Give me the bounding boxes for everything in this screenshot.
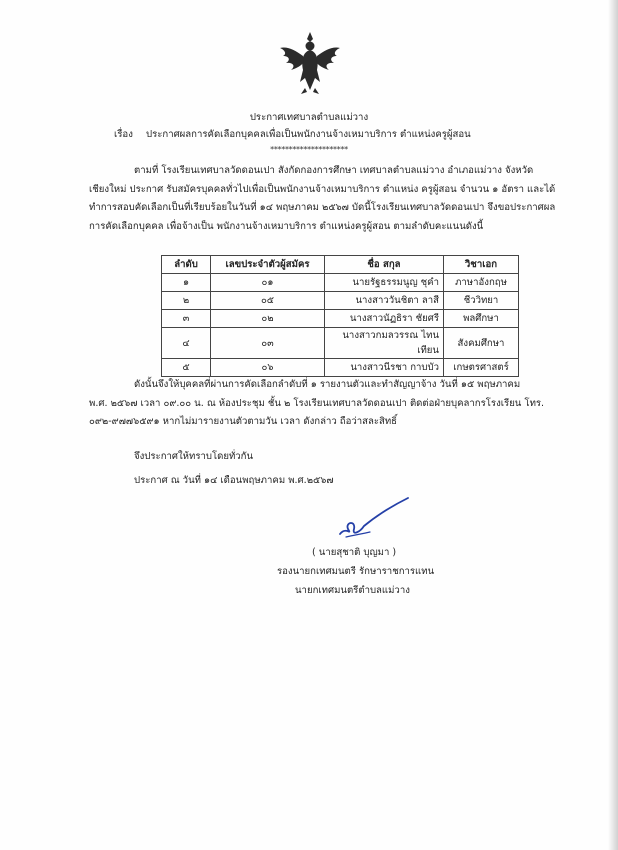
major-cell: พลศึกษา: [444, 310, 519, 328]
header-name: ชื่อ สกุล: [325, 256, 444, 274]
intro-line: การคัดเลือกบุคคล เพื่อจ้างเป็น พนักงานจ้างเหมาบริการ ตำแหน่งครูผู้สอน ตามลำดับคะแนนดังนี้: [89, 220, 484, 232]
separator-line: *********************: [270, 145, 348, 154]
signatory-position-2: นายกเทศมนตรีตำบลแม่วาง: [295, 585, 410, 596]
table-row: [162, 359, 519, 377]
name-cell: นายรัฐธรรมนูญ ชุคำ: [325, 274, 444, 292]
intro-line: ทำการสอบคัดเลือกเป็นที่เรียบร้อยในวันที่ ๑๔ พฤษภาคม ๒๕๖๗ บัดนี้โรงเรียนเทศบาลวัดดอนเปา จึงขอประกาศผล: [89, 202, 556, 213]
order-cell: ๓: [162, 310, 211, 328]
signatory-name: ( นายสุชาติ บุญมา ): [312, 547, 397, 558]
name-cell: นางสาวกมลวรรณ ไทนเทียน: [325, 328, 444, 359]
table-row: [162, 310, 519, 328]
order-cell: ๒: [162, 292, 211, 310]
document-title: ประกาศเทศบาลตำบลแม่วาง: [249, 112, 369, 123]
name-cell: นางสาวนัฏธิรา ชัยศรี: [325, 310, 444, 328]
order-cell: ๑: [162, 274, 211, 292]
header-applicant-number: เลขประจำตัวผู้สมัคร: [211, 256, 325, 274]
results-table: [161, 255, 519, 377]
major-cell: ชีววิทยา: [444, 292, 519, 310]
header-major: วิชาเอก: [444, 256, 519, 274]
order-cell: ๕: [162, 359, 211, 377]
subject-text: ประกาศผลการคัดเลือกบุคคลเพื่อเป็นพนักงานจ้างเหมาบริการ ตำแหน่งครูผู้สอน: [146, 129, 471, 140]
order-cell: ๔: [162, 328, 211, 359]
name-cell: นางสาวนีรชา กาบบัว: [325, 359, 444, 377]
intro-line: เชียงใหม่ ประกาศ รับสมัครบุคคลทั่วไปเพื่อเป็นพนักงานจ้างเหมาบริการ ตำแหน่ง ครูผู้สอน จำนวน ๑ อัตรา และได้: [89, 183, 556, 195]
applicant-number-cell: ๐๖: [211, 359, 325, 377]
table-row: [162, 292, 519, 310]
header-order: ลำดับ: [162, 256, 211, 274]
signatory-position: รองนายกเทศมนตรี รักษาราชการแทน: [277, 566, 435, 577]
name-cell: นางสาววันชิตา ลาสี: [325, 292, 444, 310]
signature-icon: [336, 496, 410, 542]
major-cell: สังคมศึกษา: [444, 328, 519, 359]
notice-paragraph: [89, 376, 557, 432]
intro-paragraph: [89, 162, 557, 236]
date-line: ประกาศ ณ วันที่ ๑๔ เดือนพฤษภาคม พ.ศ.๒๕๖๗: [134, 475, 334, 486]
announce-line: จึงประกาศให้ทราบโดยทั่วกัน: [134, 451, 254, 462]
table-row: [162, 328, 519, 359]
intro-line: ตามที่ โรงเรียนเทศบาลวัดดอนเปา สังกัดกองการศึกษา เทศบาลตำบลแม่วาง อำเภอแม่วาง จังหวัด: [134, 165, 534, 176]
subject-label: เรื่อง: [114, 129, 133, 140]
notice-line: พ.ศ. ๒๕๖๗ เวลา ๐๙.๐๐ น. ณ ห้องประชุม ชั้น ๒ โรงเรียนเทศบาลวัดดอนเปา ติดต่อฝ่ายบุคลากรโรงเรียน โทร.: [89, 397, 545, 409]
table-header-row: [162, 256, 519, 274]
notice-line: ๐๙๒-๙๗๗๖๕๙๑ หากไม่มารายงานตัวตามวัน เวลา ดังกล่าว ถือว่าสละสิทธิ์: [89, 416, 398, 427]
major-cell: ภาษาอังกฤษ: [444, 274, 519, 292]
notice-line: ดังนั้นจึงให้บุคคลที่ผ่านการคัดเลือกลำดับที่ ๑ รายงานตัวและทำสัญญาจ้าง วันที่ ๑๕ พฤษภาคม: [134, 379, 521, 390]
table-row: [162, 274, 519, 292]
scan-edge-shadow: [608, 0, 618, 850]
applicant-number-cell: ๐๕: [211, 292, 325, 310]
major-cell: เกษตรศาสตร์: [444, 359, 519, 377]
applicant-number-cell: ๐๒: [211, 310, 325, 328]
garuda-emblem-icon: [277, 30, 343, 96]
applicant-number-cell: ๐๑: [211, 274, 325, 292]
applicant-number-cell: ๐๓: [211, 328, 325, 359]
